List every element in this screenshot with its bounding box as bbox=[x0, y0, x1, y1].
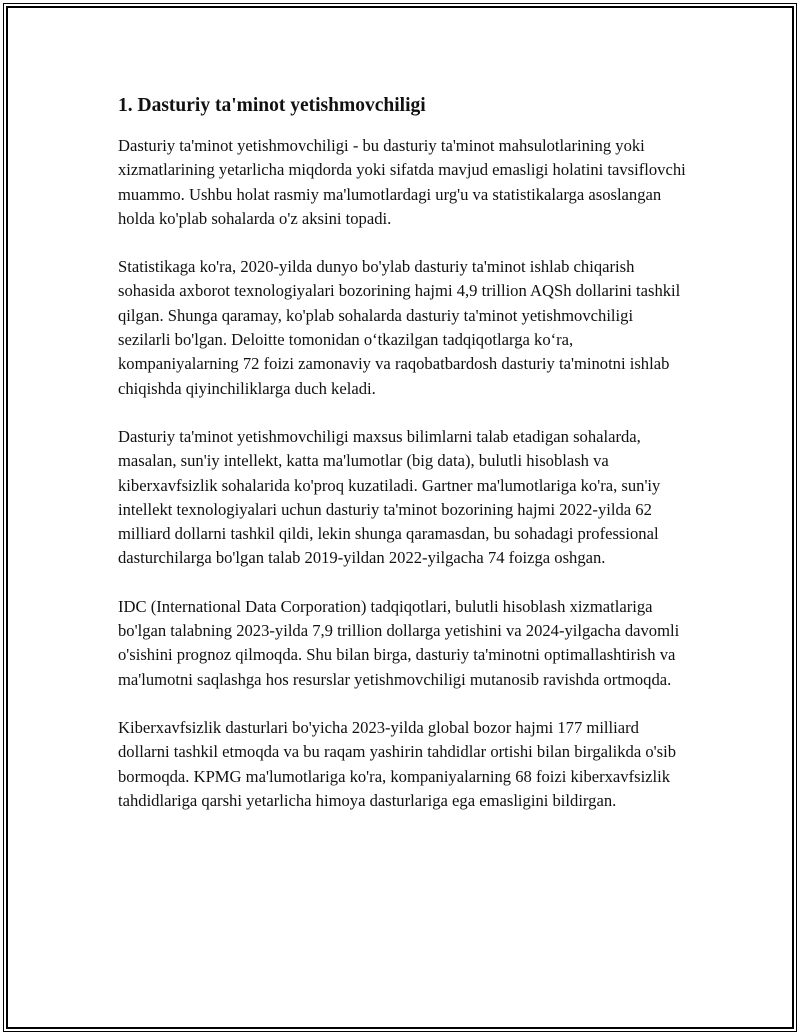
paragraph-statistics: Statistikaga ko'ra, 2020-yilda dunyo bo'ylab dasturiy ta'minot ishlab chiqarish sohasida axborot texnologiyalari bozorining hajmi 4,9 trillion AQSh dollarini tashkil qilgan. Shunga qaramay, ko'plab sohalarda dasturiy ta'minot yetishmovchiligi sezilarli bo'lgan. Deloitte tomonidan o‘tkazilgan tadqiqotlarga ko‘ra, kompaniyalarning 72 foizi zamonaviy va raqobatbardosh dasturiy ta'minotni ishlab chiqishda qiyinchiliklarga duch keladi. bbox=[118, 257, 681, 398]
section-heading: 1. Dasturiy ta'minot yetishmovchiligi bbox=[118, 95, 426, 116]
paragraph-cloud-computing: IDC (International Data Corporation) tadqiqotlari, bulutli hisoblash xizmatlariga bo'lgan talabning 2023-yilda 7,9 trillion dollarga yetishini va 2024-yilgacha davomli o'sishini prognoz qilmoqda. Shu bilan birga, dasturiy ta'minotni optimallashtirish va ma'lumotni saqlashga hos resurslar yetishmovchiligi mutanosib ravishda ortmoqda. bbox=[118, 596, 680, 689]
paragraph-intro: Dasturiy ta'minot yetishmovchiligi - bu dasturiy ta'minot mahsulotlarining yoki xizmatlarining yetarlicha miqdorda yoki sifatda mavjud emasligi holatini tavsiflovchi muammo. Ushbu holat rasmiy ma'lumotlardagi urg'u va statistikalarga asoslangan holda ko'plab sohalarda o'z aksini topadi. bbox=[118, 136, 686, 228]
paragraph-cybersecurity: Kiberxavfsizlik dasturlari bo'yicha 2023-yilda global bozor hajmi 177 milliard dollarni tashkil etmoqda va bu raqam yashirin tahdidlar ortishi bilan birgalikda o'sib bormoqda. KPMG ma'lumotlariga ko'ra, kompaniyalarning 68 foizi kiberxavfsizlik tahdidlariga qarshi yetarlicha himoya dasturlariga ega emasligini bildirgan. bbox=[118, 717, 676, 810]
document-body bbox=[118, 94, 688, 837]
paragraph-specialized-fields: Dasturiy ta'minot yetishmovchiligi maxsus bilimlarni talab etadigan sohalarda, masalan, sun'iy intellekt, katta ma'lumotlar (big data), bulutli hisoblash va kiberxavfsizlik sohalarida ko'proq kuzatiladi. Gartner ma'lumotlariga ko'ra, sun'iy intellekt texnologiyalari uchun dasturiy ta'minot bozorining hajmi 2022-yilda 62 milliard dollarni tashkil qildi, lekin shunga qaramasdan, bu sohadagi professional dasturchilarga bo'lgan talab 2019-yildan 2022-yilgacha 74 foizga oshgan. bbox=[118, 426, 661, 568]
